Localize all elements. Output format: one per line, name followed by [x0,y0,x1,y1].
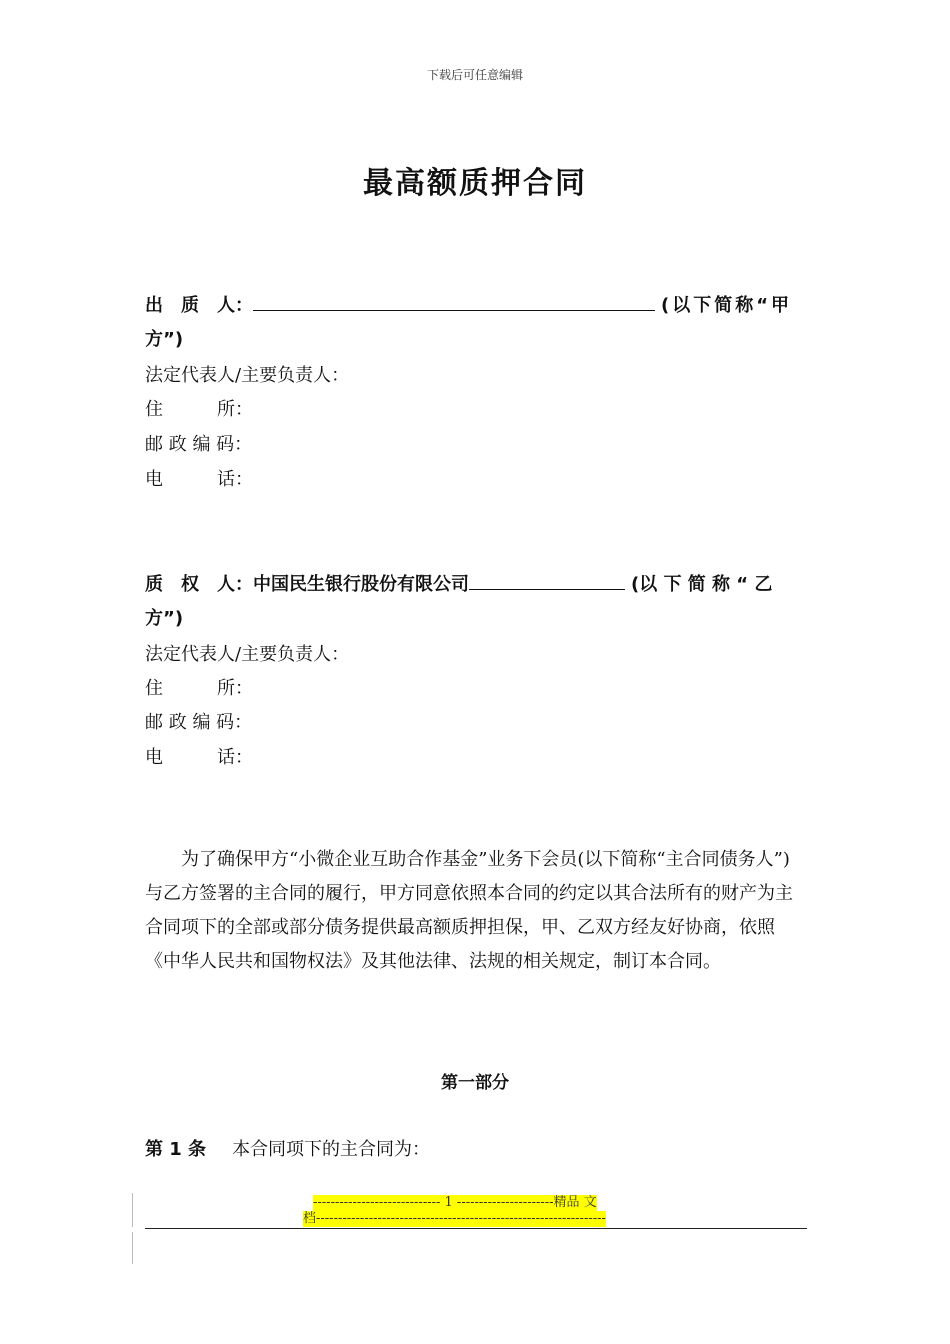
pledgee-postcode: 邮 政 编 码： [145,712,253,733]
article-1-text: 本合同项下的主合同为： [232,1139,431,1160]
pledgor-label: 出 质 人： [145,295,253,316]
pledgee-name-blank[interactable] [469,571,625,590]
pledgee-representative: 法定代表人/主要负责人： [145,644,350,665]
pledgee-address: 住 所： [145,678,253,699]
pledgor-address: 住 所： [145,399,253,420]
footer-page-line-cont: 档------------------------------------------------------------------ [303,1211,606,1226]
pledgee-alias: (以 下 简 称 “ 乙 [631,574,773,595]
document-title: 最高额质押合同 [363,166,587,201]
pledgee-line [145,571,772,597]
margin-mark-bottom [132,1232,133,1264]
pledgor-name-blank[interactable] [253,292,655,311]
pledgor-alias-cont: 方”) [145,329,184,350]
section-title: 第一部分 [441,1073,509,1093]
pledgee-label: 质 权 人：中国民生银行股份有限公司 [145,574,469,595]
pledgee-phone: 电 话： [145,747,253,768]
pledgor-postcode: 邮 政 编 码： [145,434,253,455]
preamble-paragraph: 为了确保甲方“小微企业互助合作基金”业务下会员(以下简称“主合同债务人”)与乙方签署的主合同的履行，甲方同意依照本合同的约定以其合法所有的财产为主合同项下的全部或部分债务提供最高额质押担保，甲、乙双方经友好协商，依照《中华人民共和国物权法》及其他法律、法规的相关规定，制订本合同。 [145,849,793,972]
pledgor-representative: 法定代表人/主要负责人： [145,365,350,386]
pledgor-phone: 电 话： [145,469,253,490]
footer-rule [145,1228,807,1229]
article-1-label: 第 1 条 [145,1139,207,1160]
footer-page-line: ----------------------------- 1 ----------------------精品 文 [313,1195,597,1210]
pledgor-alias: (以下简称“甲 [661,295,793,316]
header-note: 下载后可任意编辑 [426,68,523,82]
pledgee-alias-cont: 方”) [145,608,184,629]
margin-mark-top [132,1193,133,1227]
pledgor-line [145,292,792,318]
article-1 [145,1138,430,1162]
